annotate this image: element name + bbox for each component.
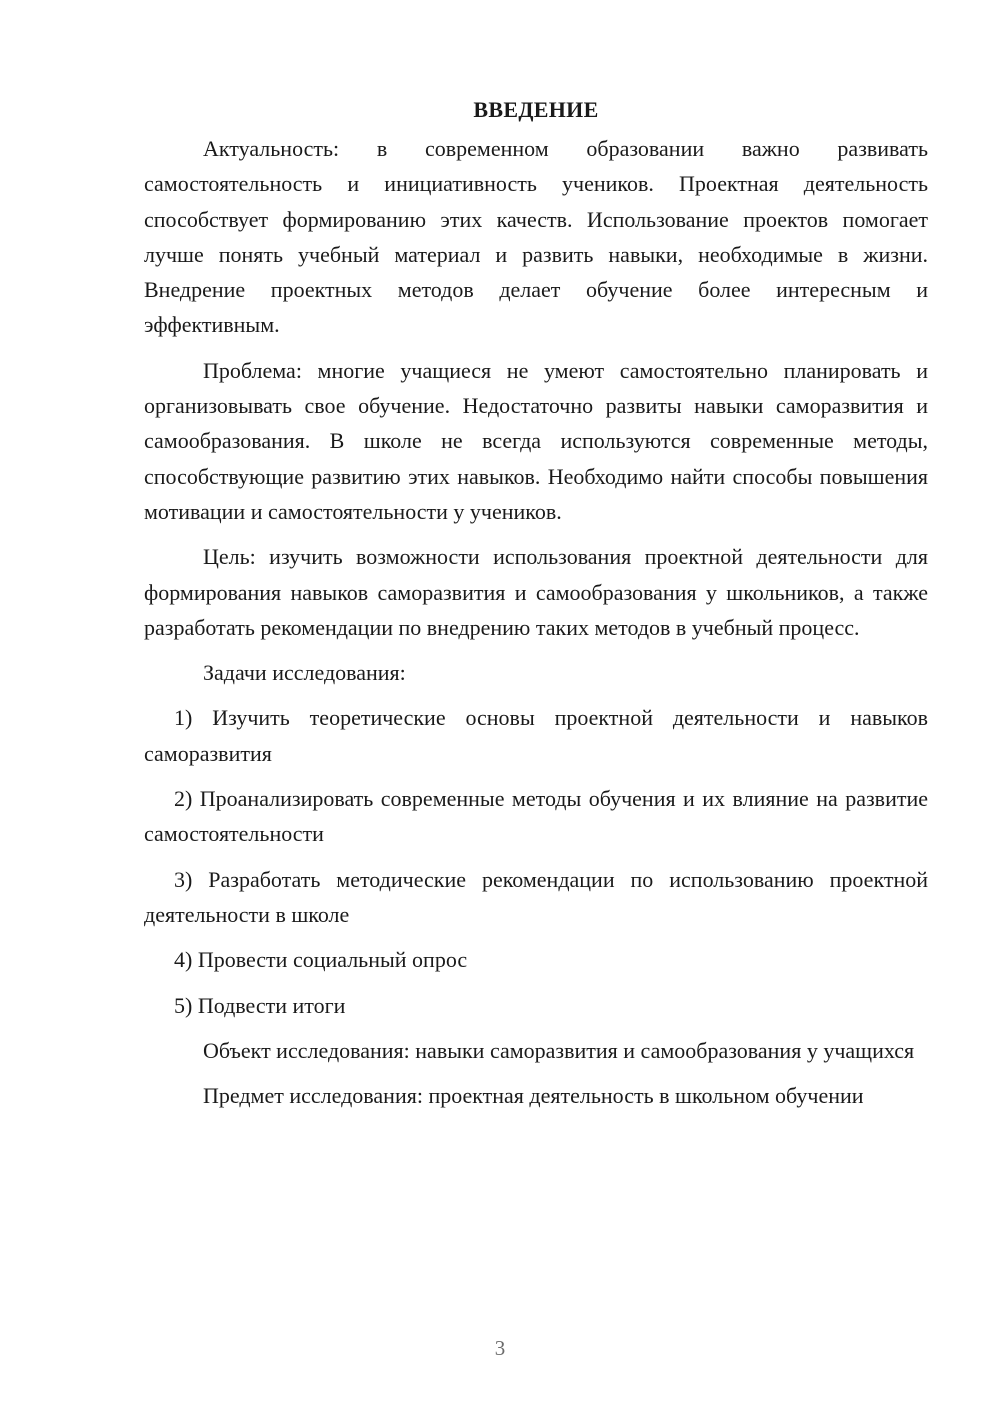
task-item-4: 4) Провести социальный опрос	[174, 947, 468, 973]
page-number: 3	[494, 1336, 506, 1360]
tasks-heading: Задачи исследования:	[203, 660, 406, 686]
task-item-1: 1) Изучить теоретические основы проектной деятельности и навыков саморазвития	[144, 705, 928, 766]
page-content	[144, 92, 928, 1123]
object-paragraph: Объект исследования: навыки саморазвития и самообразования у учащихся	[203, 1037, 915, 1063]
subject-paragraph: Предмет исследования: проектная деятельность в школьном обучении	[203, 1083, 864, 1109]
task-item-3: 3) Разработать методические рекомендации по использованию проектной деятельности в школе	[144, 866, 928, 927]
section-title: ВВЕДЕНИЕ	[473, 97, 599, 122]
goal-paragraph: Цель: изучить возможности использования проектной деятельности для формирования навыков саморазвития и самообразования у школьников, а также разработать рекомендации по внедрению таких методов в учебный процесс.	[144, 544, 928, 640]
problem-paragraph: Проблема: многие учащиеся не умеют самостоятельно планировать и организовывать свое обучение. Недостаточно развиты навыки саморазвития и самообразования. В школе не всегда используются современные методы, способствующие развитию этих навыков. Необходимо найти способы повышения мотивации и самостоятельности у учеников.	[144, 357, 928, 524]
relevance-paragraph: Актуальность: в современном образовании важно развивать самостоятельность и инициативность учеников. Проектная деятельность способствует формированию этих качеств. Использование проектов помогает лучше понять учебный материал и развить навыки, необходимые в жизни. Внедрение проектных методов делает обучение более интересным и эффективным.	[144, 136, 928, 338]
task-item-2: 2) Проанализировать современные методы обучения и их влияние на развитие самостоятельности	[144, 786, 928, 847]
task-item-5: 5) Подвести итоги	[174, 992, 346, 1018]
